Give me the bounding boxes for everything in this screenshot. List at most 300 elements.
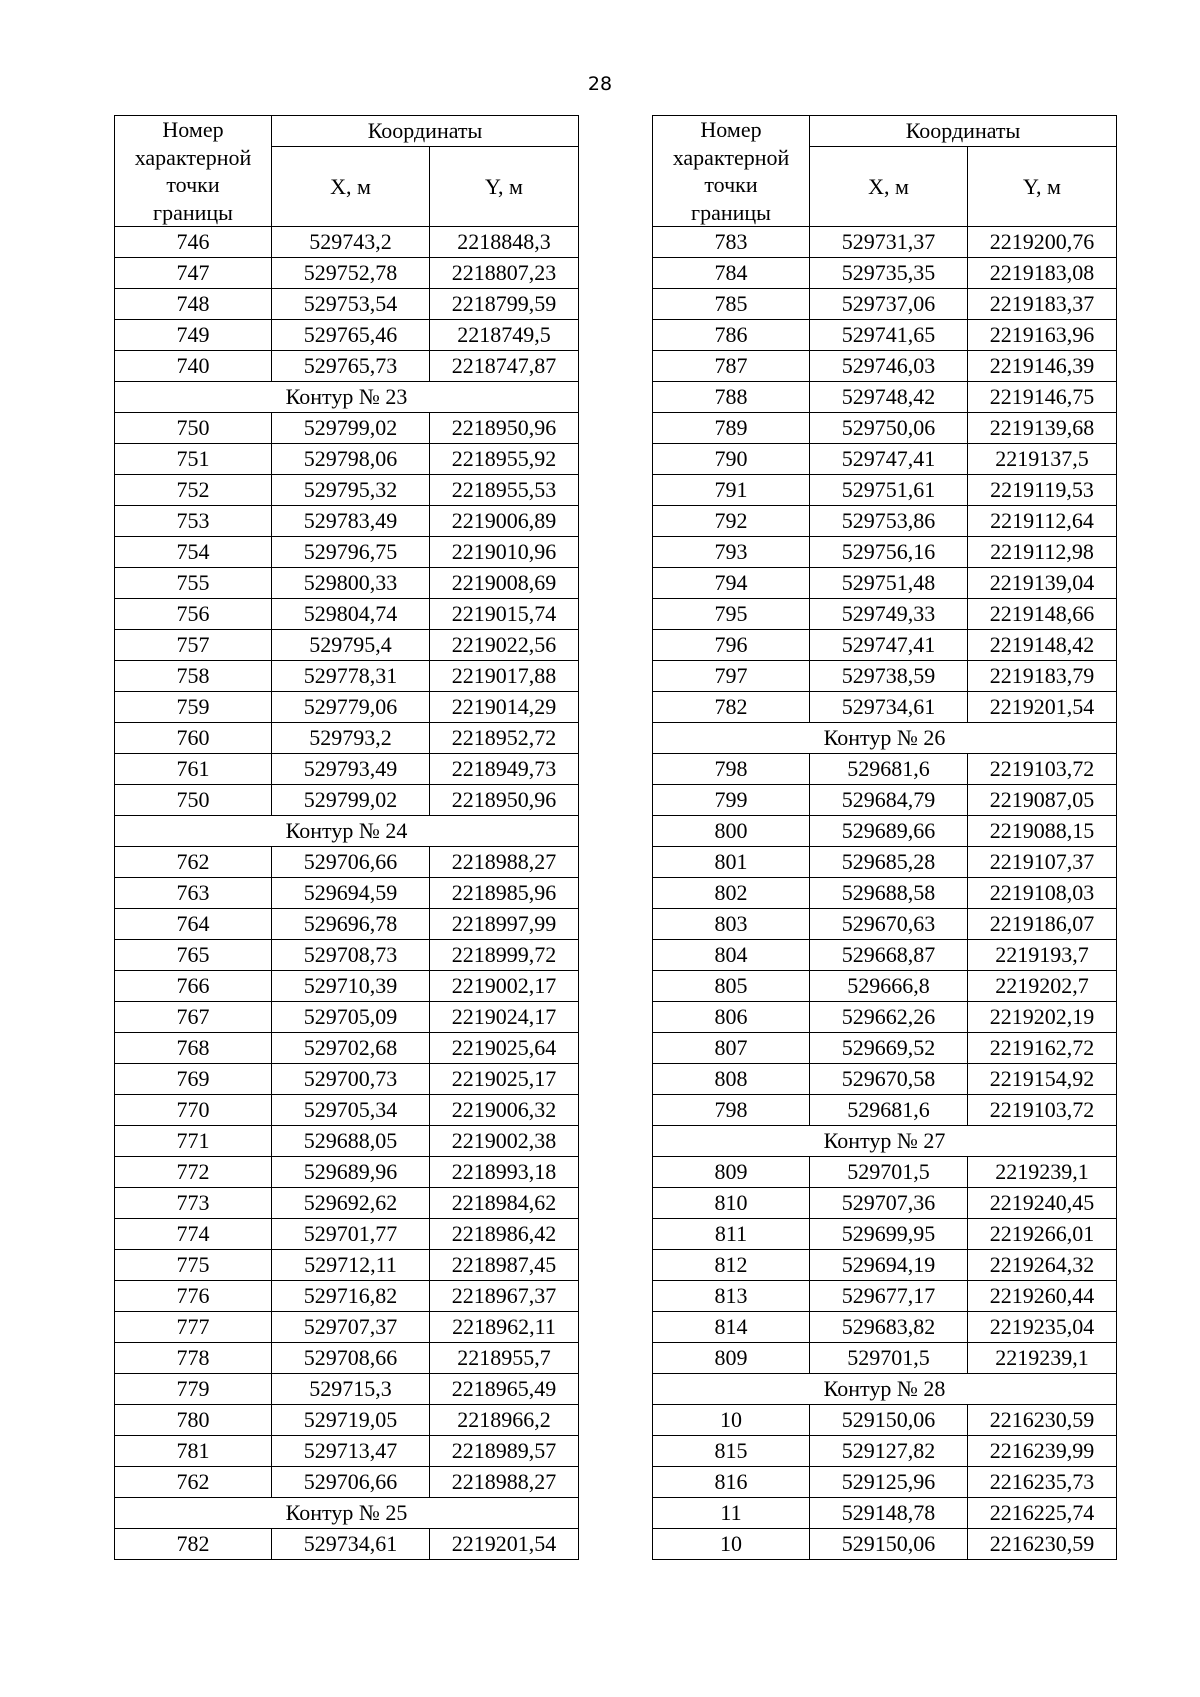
point-number-cell: 789 <box>653 413 810 444</box>
point-number-cell: 763 <box>115 878 272 909</box>
contour-label: Контур № 23 <box>115 382 579 413</box>
table-row <box>653 475 1117 506</box>
table-row <box>653 258 1117 289</box>
y-coordinate-cell: 2218950,96 <box>430 785 579 816</box>
point-number-cell: 807 <box>653 1033 810 1064</box>
point-number-cell: 788 <box>653 382 810 413</box>
point-number-cell: 777 <box>115 1312 272 1343</box>
point-number-cell: 784 <box>653 258 810 289</box>
y-coordinate-cell: 2219002,17 <box>430 971 579 1002</box>
table-row <box>653 227 1117 258</box>
table-row <box>653 1405 1117 1436</box>
x-coordinate-cell: 529708,66 <box>272 1343 430 1374</box>
point-number-cell: 740 <box>115 351 272 382</box>
y-coordinate-cell: 2216225,74 <box>968 1498 1117 1529</box>
header-coordinates: Координаты <box>272 116 579 147</box>
x-coordinate-cell: 529683,82 <box>810 1312 968 1343</box>
y-coordinate-cell: 2219183,08 <box>968 258 1117 289</box>
point-number-cell: 752 <box>115 475 272 506</box>
table-row <box>115 413 579 444</box>
table-row <box>653 1188 1117 1219</box>
point-number-cell: 793 <box>653 537 810 568</box>
x-coordinate-cell: 529677,17 <box>810 1281 968 1312</box>
point-number-cell: 759 <box>115 692 272 723</box>
y-coordinate-cell: 2219137,5 <box>968 444 1117 475</box>
point-number-cell: 809 <box>653 1343 810 1374</box>
point-number-cell: 814 <box>653 1312 810 1343</box>
x-coordinate-cell: 529705,34 <box>272 1095 430 1126</box>
point-number-cell: 769 <box>115 1064 272 1095</box>
table-row <box>653 599 1117 630</box>
x-coordinate-cell: 529707,37 <box>272 1312 430 1343</box>
y-coordinate-cell: 2218749,5 <box>430 320 579 351</box>
x-coordinate-cell: 529743,2 <box>272 227 430 258</box>
point-number-cell: 754 <box>115 537 272 568</box>
point-number-cell: 778 <box>115 1343 272 1374</box>
point-number-cell: 757 <box>115 630 272 661</box>
x-coordinate-cell: 529148,78 <box>810 1498 968 1529</box>
y-coordinate-cell: 2218997,99 <box>430 909 579 940</box>
x-coordinate-cell: 529800,33 <box>272 568 430 599</box>
x-coordinate-cell: 529705,09 <box>272 1002 430 1033</box>
y-coordinate-cell: 2219010,96 <box>430 537 579 568</box>
point-number-cell: 748 <box>115 289 272 320</box>
contour-row <box>115 382 579 413</box>
point-number-cell: 811 <box>653 1219 810 1250</box>
point-number-cell: 802 <box>653 878 810 909</box>
y-coordinate-cell: 2219148,66 <box>968 599 1117 630</box>
y-coordinate-cell: 2218986,42 <box>430 1219 579 1250</box>
x-coordinate-cell: 529747,41 <box>810 444 968 475</box>
point-number-cell: 791 <box>653 475 810 506</box>
y-coordinate-cell: 2219139,04 <box>968 568 1117 599</box>
x-coordinate-cell: 529701,77 <box>272 1219 430 1250</box>
point-number-cell: 812 <box>653 1250 810 1281</box>
y-coordinate-cell: 2219266,01 <box>968 1219 1117 1250</box>
y-coordinate-cell: 2219119,53 <box>968 475 1117 506</box>
table-row <box>115 723 579 754</box>
header-point-line: границы <box>691 199 771 225</box>
y-coordinate-cell: 2219088,15 <box>968 816 1117 847</box>
table-row <box>653 320 1117 351</box>
table-row <box>115 1405 579 1436</box>
x-coordinate-cell: 529688,05 <box>272 1126 430 1157</box>
table-row <box>653 1467 1117 1498</box>
x-coordinate-cell: 529125,96 <box>810 1467 968 1498</box>
x-coordinate-cell: 529749,33 <box>810 599 968 630</box>
point-number-cell: 800 <box>653 816 810 847</box>
y-coordinate-cell: 2218952,72 <box>430 723 579 754</box>
point-number-cell: 753 <box>115 506 272 537</box>
x-coordinate-cell: 529731,37 <box>810 227 968 258</box>
x-coordinate-cell: 529707,36 <box>810 1188 968 1219</box>
point-number-cell: 765 <box>115 940 272 971</box>
point-number-cell: 796 <box>653 630 810 661</box>
x-coordinate-cell: 529752,78 <box>272 258 430 289</box>
y-coordinate-cell: 2218989,57 <box>430 1436 579 1467</box>
y-coordinate-cell: 2219146,75 <box>968 382 1117 413</box>
table-row <box>115 537 579 568</box>
point-number-cell: 813 <box>653 1281 810 1312</box>
x-coordinate-cell: 529747,41 <box>810 630 968 661</box>
y-coordinate-cell: 2219163,96 <box>968 320 1117 351</box>
y-coordinate-cell: 2219193,7 <box>968 940 1117 971</box>
table-row <box>653 506 1117 537</box>
point-number-cell: 815 <box>653 1436 810 1467</box>
table-row <box>653 661 1117 692</box>
y-coordinate-cell: 2218799,59 <box>430 289 579 320</box>
point-number-cell: 782 <box>115 1529 272 1560</box>
table-row <box>115 1529 579 1560</box>
y-coordinate-cell: 2218988,27 <box>430 1467 579 1498</box>
table-row <box>653 1064 1117 1095</box>
table-row <box>115 1312 579 1343</box>
point-number-cell: 774 <box>115 1219 272 1250</box>
y-coordinate-cell: 2219201,54 <box>968 692 1117 723</box>
table-row <box>115 1343 579 1374</box>
x-coordinate-cell: 529701,5 <box>810 1157 968 1188</box>
table-row <box>115 661 579 692</box>
x-coordinate-cell: 529694,19 <box>810 1250 968 1281</box>
y-coordinate-cell: 2218965,49 <box>430 1374 579 1405</box>
table-header-row <box>115 116 579 147</box>
point-number-cell: 781 <box>115 1436 272 1467</box>
point-number-cell: 805 <box>653 971 810 1002</box>
contour-label: Контур № 24 <box>115 816 579 847</box>
table-row <box>115 1250 579 1281</box>
table-row <box>115 1467 579 1498</box>
point-number-cell: 798 <box>653 754 810 785</box>
point-number-cell: 773 <box>115 1188 272 1219</box>
table-row <box>115 940 579 971</box>
table-row <box>115 1188 579 1219</box>
x-coordinate-cell: 529751,61 <box>810 475 968 506</box>
x-coordinate-cell: 529799,02 <box>272 413 430 444</box>
x-coordinate-cell: 529751,48 <box>810 568 968 599</box>
table-row <box>653 289 1117 320</box>
y-coordinate-cell: 2216230,59 <box>968 1529 1117 1560</box>
point-number-cell: 760 <box>115 723 272 754</box>
y-coordinate-cell: 2216235,73 <box>968 1467 1117 1498</box>
table-row <box>653 1219 1117 1250</box>
y-coordinate-cell: 2219239,1 <box>968 1343 1117 1374</box>
point-number-cell: 809 <box>653 1157 810 1188</box>
y-coordinate-cell: 2219006,89 <box>430 506 579 537</box>
contour-row <box>115 816 579 847</box>
table-row <box>653 1095 1117 1126</box>
y-coordinate-cell: 2219002,38 <box>430 1126 579 1157</box>
point-number-cell: 770 <box>115 1095 272 1126</box>
table-row <box>653 568 1117 599</box>
table-row <box>653 1312 1117 1343</box>
point-number-cell: 766 <box>115 971 272 1002</box>
y-coordinate-cell: 2218999,72 <box>430 940 579 971</box>
x-coordinate-cell: 529681,6 <box>810 1095 968 1126</box>
table-row <box>115 878 579 909</box>
point-number-cell: 786 <box>653 320 810 351</box>
y-coordinate-cell: 2219202,7 <box>968 971 1117 1002</box>
y-coordinate-cell: 2218993,18 <box>430 1157 579 1188</box>
table-row <box>115 568 579 599</box>
point-number-cell: 797 <box>653 661 810 692</box>
point-number-cell: 790 <box>653 444 810 475</box>
x-coordinate-cell: 529702,68 <box>272 1033 430 1064</box>
table-row <box>653 1250 1117 1281</box>
x-coordinate-cell: 529738,59 <box>810 661 968 692</box>
table-row <box>115 971 579 1002</box>
header-y: Y, м <box>430 147 579 227</box>
x-coordinate-cell: 529750,06 <box>810 413 968 444</box>
table-row <box>115 630 579 661</box>
x-coordinate-cell: 529699,95 <box>810 1219 968 1250</box>
x-coordinate-cell: 529734,61 <box>272 1529 430 1560</box>
y-coordinate-cell: 2219183,79 <box>968 661 1117 692</box>
header-point-line: точки <box>704 172 758 197</box>
y-coordinate-cell: 2218988,27 <box>430 847 579 878</box>
y-coordinate-cell: 2219112,98 <box>968 537 1117 568</box>
x-coordinate-cell: 529737,06 <box>810 289 968 320</box>
table-row <box>653 351 1117 382</box>
table-row <box>115 754 579 785</box>
x-coordinate-cell: 529756,16 <box>810 537 968 568</box>
point-number-cell: 779 <box>115 1374 272 1405</box>
table-row <box>115 1126 579 1157</box>
x-coordinate-cell: 529688,58 <box>810 878 968 909</box>
y-coordinate-cell: 2218985,96 <box>430 878 579 909</box>
x-coordinate-cell: 529706,66 <box>272 847 430 878</box>
x-coordinate-cell: 529799,02 <box>272 785 430 816</box>
y-coordinate-cell: 2219200,76 <box>968 227 1117 258</box>
table-row <box>653 971 1117 1002</box>
point-number-cell: 751 <box>115 444 272 475</box>
table-row <box>115 475 579 506</box>
x-coordinate-cell: 529793,2 <box>272 723 430 754</box>
y-coordinate-cell: 2219148,42 <box>968 630 1117 661</box>
x-coordinate-cell: 529779,06 <box>272 692 430 723</box>
x-coordinate-cell: 529798,06 <box>272 444 430 475</box>
header-point-line: границы <box>153 199 233 225</box>
x-coordinate-cell: 529753,54 <box>272 289 430 320</box>
point-number-cell: 747 <box>115 258 272 289</box>
header-point-number <box>653 116 810 227</box>
y-coordinate-cell: 2219022,56 <box>430 630 579 661</box>
point-number-cell: 803 <box>653 909 810 940</box>
x-coordinate-cell: 529753,86 <box>810 506 968 537</box>
x-coordinate-cell: 529793,49 <box>272 754 430 785</box>
y-coordinate-cell: 2216230,59 <box>968 1405 1117 1436</box>
y-coordinate-cell: 2218955,7 <box>430 1343 579 1374</box>
contour-label: Контур № 28 <box>653 1374 1117 1405</box>
x-coordinate-cell: 529715,3 <box>272 1374 430 1405</box>
y-coordinate-cell: 2219112,64 <box>968 506 1117 537</box>
table-row <box>115 1436 579 1467</box>
point-number-cell: 806 <box>653 1002 810 1033</box>
y-coordinate-cell: 2219154,92 <box>968 1064 1117 1095</box>
point-number-cell: 755 <box>115 568 272 599</box>
y-coordinate-cell: 2218966,2 <box>430 1405 579 1436</box>
x-coordinate-cell: 529735,35 <box>810 258 968 289</box>
point-number-cell: 794 <box>653 568 810 599</box>
y-coordinate-cell: 2219087,05 <box>968 785 1117 816</box>
x-coordinate-cell: 529150,06 <box>810 1405 968 1436</box>
x-coordinate-cell: 529748,42 <box>810 382 968 413</box>
table-row <box>653 444 1117 475</box>
y-coordinate-cell: 2219108,03 <box>968 878 1117 909</box>
x-coordinate-cell: 529701,5 <box>810 1343 968 1374</box>
contour-row <box>653 1126 1117 1157</box>
y-coordinate-cell: 2218949,73 <box>430 754 579 785</box>
point-number-cell: 810 <box>653 1188 810 1219</box>
y-coordinate-cell: 2219015,74 <box>430 599 579 630</box>
header-point-line: характерной <box>134 144 252 170</box>
table-row <box>115 227 579 258</box>
contour-row <box>653 1374 1117 1405</box>
table-row <box>653 940 1117 971</box>
table-row <box>115 1374 579 1405</box>
x-coordinate-cell: 529734,61 <box>810 692 968 723</box>
x-coordinate-cell: 529795,32 <box>272 475 430 506</box>
x-coordinate-cell: 529692,62 <box>272 1188 430 1219</box>
coordinates-table-right <box>652 115 1117 1560</box>
table-row <box>653 382 1117 413</box>
y-coordinate-cell: 2218984,62 <box>430 1188 579 1219</box>
y-coordinate-cell: 2219264,32 <box>968 1250 1117 1281</box>
x-coordinate-cell: 529713,47 <box>272 1436 430 1467</box>
y-coordinate-cell: 2219260,44 <box>968 1281 1117 1312</box>
point-number-cell: 749 <box>115 320 272 351</box>
x-coordinate-cell: 529668,87 <box>810 940 968 971</box>
header-y: Y, м <box>968 147 1117 227</box>
x-coordinate-cell: 529765,73 <box>272 351 430 382</box>
x-coordinate-cell: 529765,46 <box>272 320 430 351</box>
table-row <box>115 351 579 382</box>
y-coordinate-cell: 2219139,68 <box>968 413 1117 444</box>
point-number-cell: 771 <box>115 1126 272 1157</box>
table-row <box>653 785 1117 816</box>
table-row <box>653 1281 1117 1312</box>
coordinates-table-left <box>114 115 579 1560</box>
y-coordinate-cell: 2218747,87 <box>430 351 579 382</box>
table-row <box>653 1343 1117 1374</box>
point-number-cell: 10 <box>653 1529 810 1560</box>
point-number-cell: 762 <box>115 1467 272 1498</box>
x-coordinate-cell: 529127,82 <box>810 1436 968 1467</box>
x-coordinate-cell: 529804,74 <box>272 599 430 630</box>
point-number-cell: 746 <box>115 227 272 258</box>
x-coordinate-cell: 529662,26 <box>810 1002 968 1033</box>
table-row <box>653 816 1117 847</box>
y-coordinate-cell: 2218955,92 <box>430 444 579 475</box>
point-number-cell: 750 <box>115 413 272 444</box>
x-coordinate-cell: 529669,52 <box>810 1033 968 1064</box>
x-coordinate-cell: 529681,6 <box>810 754 968 785</box>
table-row <box>653 1498 1117 1529</box>
y-coordinate-cell: 2219107,37 <box>968 847 1117 878</box>
x-coordinate-cell: 529689,66 <box>810 816 968 847</box>
point-number-cell: 795 <box>653 599 810 630</box>
y-coordinate-cell: 2216239,99 <box>968 1436 1117 1467</box>
point-number-cell: 792 <box>653 506 810 537</box>
header-point-number <box>115 116 272 227</box>
y-coordinate-cell: 2219103,72 <box>968 1095 1117 1126</box>
table-row <box>653 692 1117 723</box>
table-row <box>653 630 1117 661</box>
point-number-cell: 808 <box>653 1064 810 1095</box>
table-row <box>115 1064 579 1095</box>
table-row <box>115 1002 579 1033</box>
header-coordinates: Координаты <box>810 116 1117 147</box>
y-coordinate-cell: 2218950,96 <box>430 413 579 444</box>
point-number-cell: 768 <box>115 1033 272 1064</box>
table-row <box>115 1157 579 1188</box>
point-number-cell: 782 <box>653 692 810 723</box>
point-number-cell: 758 <box>115 661 272 692</box>
y-coordinate-cell: 2219014,29 <box>430 692 579 723</box>
table-row <box>115 289 579 320</box>
x-coordinate-cell: 529670,63 <box>810 909 968 940</box>
y-coordinate-cell: 2219186,07 <box>968 909 1117 940</box>
y-coordinate-cell: 2219008,69 <box>430 568 579 599</box>
table-row <box>115 1281 579 1312</box>
table-row <box>115 258 579 289</box>
table-row <box>653 1033 1117 1064</box>
point-number-cell: 11 <box>653 1498 810 1529</box>
x-coordinate-cell: 529796,75 <box>272 537 430 568</box>
y-coordinate-cell: 2219024,17 <box>430 1002 579 1033</box>
contour-row <box>115 1498 579 1529</box>
contour-row <box>653 723 1117 754</box>
x-coordinate-cell: 529795,4 <box>272 630 430 661</box>
x-coordinate-cell: 529741,65 <box>810 320 968 351</box>
contour-label: Контур № 25 <box>115 1498 579 1529</box>
x-coordinate-cell: 529700,73 <box>272 1064 430 1095</box>
table-row <box>653 847 1117 878</box>
y-coordinate-cell: 2219240,45 <box>968 1188 1117 1219</box>
y-coordinate-cell: 2219006,32 <box>430 1095 579 1126</box>
y-coordinate-cell: 2218807,23 <box>430 258 579 289</box>
table-body-right <box>653 116 1117 1560</box>
y-coordinate-cell: 2219103,72 <box>968 754 1117 785</box>
point-number-cell: 783 <box>653 227 810 258</box>
header-point-line: Номер <box>162 117 224 142</box>
table-row <box>115 1033 579 1064</box>
table-header-row <box>653 116 1117 147</box>
x-coordinate-cell: 529696,78 <box>272 909 430 940</box>
contour-label: Контур № 27 <box>653 1126 1117 1157</box>
x-coordinate-cell: 529689,96 <box>272 1157 430 1188</box>
header-x: X, м <box>810 147 968 227</box>
y-coordinate-cell: 2218955,53 <box>430 475 579 506</box>
table-row <box>653 909 1117 940</box>
point-number-cell: 772 <box>115 1157 272 1188</box>
y-coordinate-cell: 2218848,3 <box>430 227 579 258</box>
x-coordinate-cell: 529716,82 <box>272 1281 430 1312</box>
table-row <box>115 599 579 630</box>
y-coordinate-cell: 2219162,72 <box>968 1033 1117 1064</box>
table-row <box>653 1157 1117 1188</box>
contour-label: Контур № 26 <box>653 723 1117 754</box>
y-coordinate-cell: 2219025,64 <box>430 1033 579 1064</box>
y-coordinate-cell: 2219146,39 <box>968 351 1117 382</box>
x-coordinate-cell: 529685,28 <box>810 847 968 878</box>
x-coordinate-cell: 529670,58 <box>810 1064 968 1095</box>
table-row <box>115 1219 579 1250</box>
point-number-cell: 780 <box>115 1405 272 1436</box>
table-row <box>115 320 579 351</box>
point-number-cell: 764 <box>115 909 272 940</box>
header-x: X, м <box>272 147 430 227</box>
point-number-cell: 762 <box>115 847 272 878</box>
